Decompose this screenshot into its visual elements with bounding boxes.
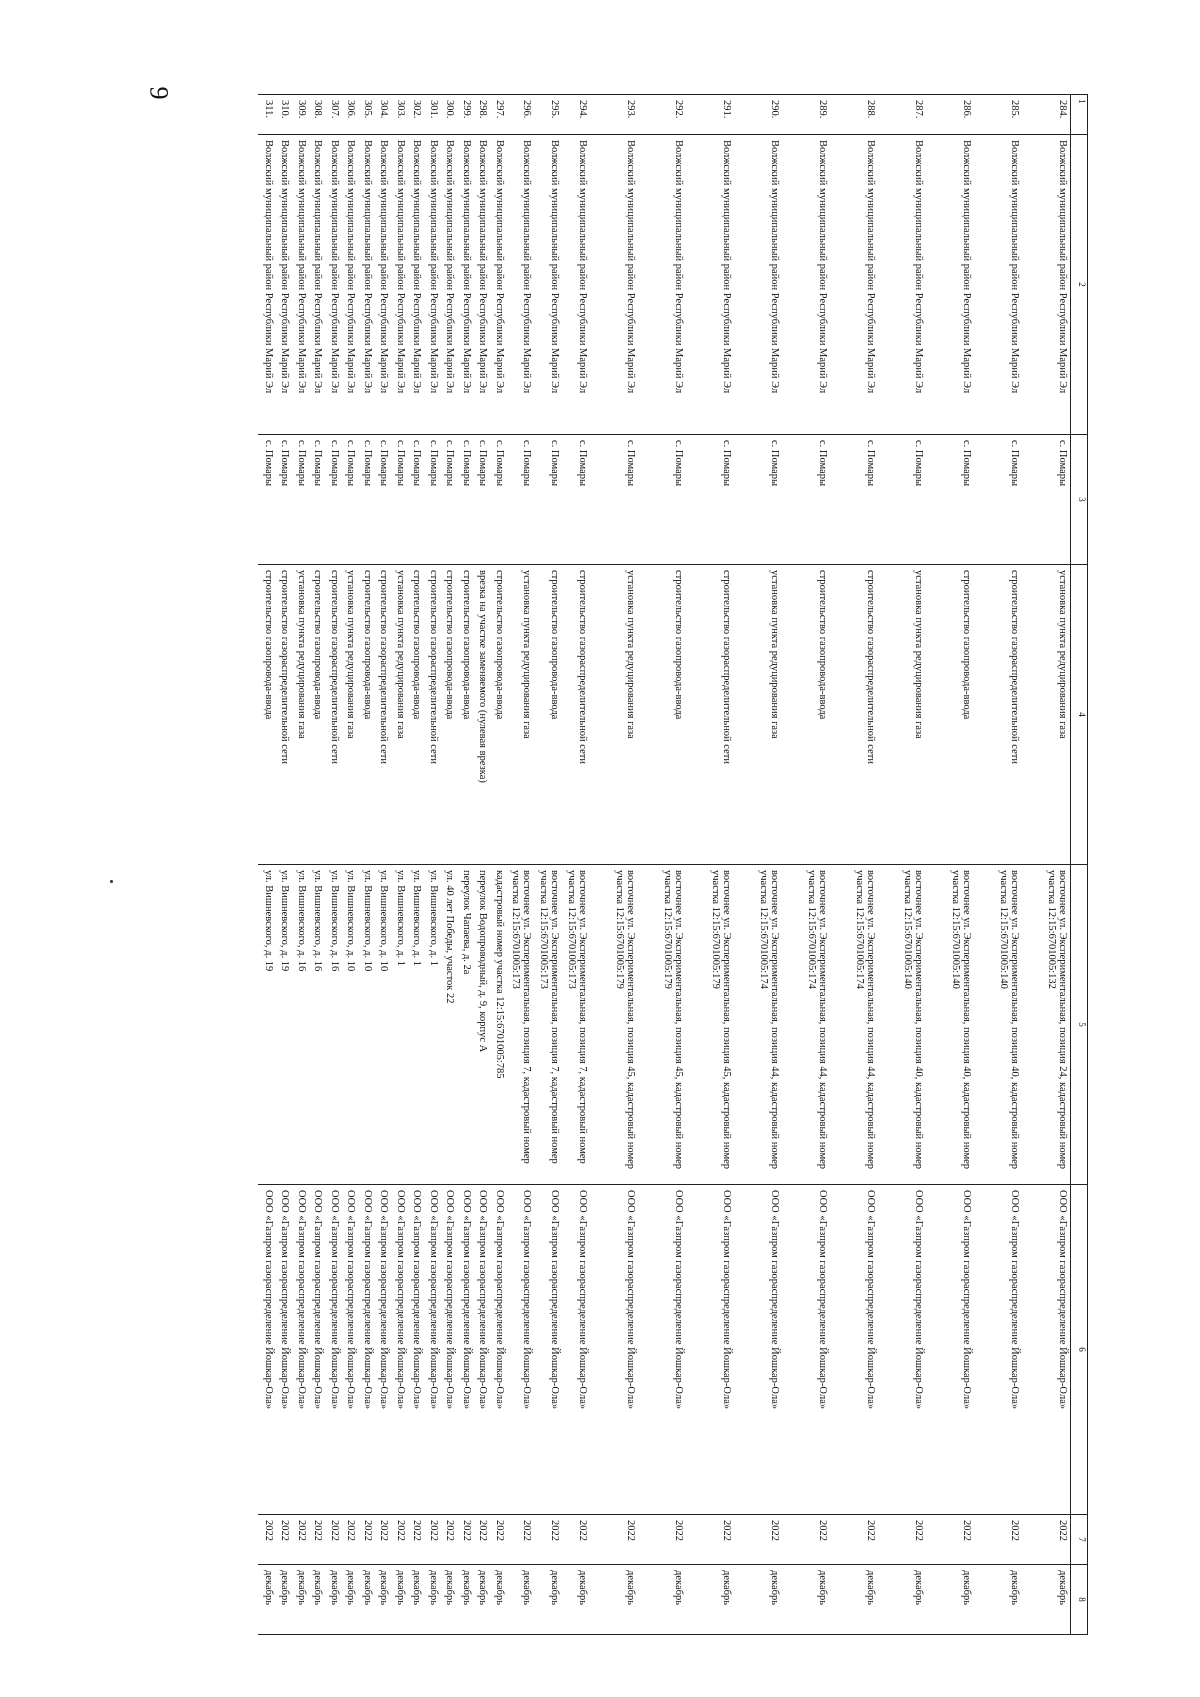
row-number: 311. <box>259 95 276 135</box>
organization-cell: ООО «Газпром газораспределение Йошкар-Ола» <box>490 1185 507 1515</box>
year-cell: 2022 <box>562 1515 590 1565</box>
district-cell: Волжский муниципальный район Республики Марий Эл <box>341 135 358 435</box>
district-cell: Волжский муниципальный район Республики Марий Эл <box>878 135 926 435</box>
table-row <box>734 95 782 1635</box>
district-cell: Волжский муниципальный район Республики Марий Эл <box>590 135 638 435</box>
month-cell: декабрь <box>341 1565 358 1635</box>
organization-cell: ООО «Газпром газораспределение Йошкар-Ола» <box>374 1185 391 1515</box>
organization-cell: ООО «Газпром газораспределение Йошкар-Ола» <box>457 1185 474 1515</box>
organization-cell: ООО «Газпром газораспределение Йошкар-Ола» <box>926 1185 974 1515</box>
work-type-cell: строительство газопровода-ввода <box>638 565 686 865</box>
row-number: 300. <box>440 95 457 135</box>
row-number: 305. <box>358 95 375 135</box>
organization-cell: ООО «Газпром газораспределение Йошкар-Ола» <box>974 1185 1022 1515</box>
work-type-cell: строительство газопровода-ввода <box>259 565 276 865</box>
district-cell: Волжский муниципальный район Республики Марий Эл <box>391 135 408 435</box>
district-cell: Волжский муниципальный район Республики Марий Эл <box>686 135 734 435</box>
district-cell: Волжский муниципальный район Республики Марий Эл <box>374 135 391 435</box>
year-cell: 2022 <box>440 1515 457 1565</box>
address-cell: восточнее ул. Экспериментальная, позиция 24, кадастровый номер участка 12:15:6701005:132 <box>1022 865 1071 1185</box>
organization-cell: ООО «Газпром газораспределение Йошкар-Ола» <box>638 1185 686 1515</box>
district-cell: Волжский муниципальный район Республики Марий Эл <box>457 135 474 435</box>
work-type-cell: установка пункта редуцирования газа <box>590 565 638 865</box>
row-number: 284. <box>1022 95 1071 135</box>
work-type-cell: строительство газопровода-ввода <box>308 565 325 865</box>
settlement-cell: с. Помары <box>534 435 562 565</box>
table-row <box>308 95 325 1635</box>
month-cell: декабрь <box>490 1565 507 1635</box>
settlement-cell: с. Помары <box>473 435 490 565</box>
table-row <box>391 95 408 1635</box>
month-cell: декабрь <box>473 1565 490 1635</box>
month-cell: декабрь <box>974 1565 1022 1635</box>
row-number: 298. <box>473 95 490 135</box>
row-number: 306. <box>341 95 358 135</box>
month-cell: декабрь <box>374 1565 391 1635</box>
organization-cell: ООО «Газпром газораспределение Йошкар-Ола» <box>358 1185 375 1515</box>
year-cell: 2022 <box>292 1515 309 1565</box>
work-type-cell: строительство газораспределительной сети <box>686 565 734 865</box>
district-cell: Волжский муниципальный район Республики Марий Эл <box>782 135 830 435</box>
month-cell: декабрь <box>590 1565 638 1635</box>
district-cell: Волжский муниципальный район Республики Марий Эл <box>506 135 534 435</box>
work-type-cell: установка пункта редуцирования газа <box>734 565 782 865</box>
organization-cell: ООО «Газпром газораспределение Йошкар-Ола» <box>325 1185 342 1515</box>
address-cell: ул. Вишневского, д. 16 <box>325 865 342 1185</box>
work-type-cell: строительство газораспределительной сети <box>562 565 590 865</box>
table-row <box>358 95 375 1635</box>
table-body <box>259 95 1071 1635</box>
address-cell: ул. Вишневского, д. 1 <box>407 865 424 1185</box>
month-cell: декабрь <box>325 1565 342 1635</box>
district-cell: Волжский муниципальный район Республики Марий Эл <box>259 135 276 435</box>
column-header: 1 <box>1071 95 1088 135</box>
table-row <box>878 95 926 1635</box>
month-cell: декабрь <box>424 1565 441 1635</box>
district-cell: Волжский муниципальный район Республики Марий Эл <box>407 135 424 435</box>
address-cell: восточнее ул. Экспериментальная, позиция 40, кадастровый номер участка 12:15:6701005:140 <box>878 865 926 1185</box>
month-cell: декабрь <box>506 1565 534 1635</box>
settlement-cell: с. Помары <box>782 435 830 565</box>
year-cell: 2022 <box>490 1515 507 1565</box>
organization-cell: ООО «Газпром газораспределение Йошкар-Ола» <box>830 1185 878 1515</box>
settlement-cell: с. Помары <box>374 435 391 565</box>
year-cell: 2022 <box>638 1515 686 1565</box>
year-cell: 2022 <box>391 1515 408 1565</box>
settlement-cell: с. Помары <box>562 435 590 565</box>
organization-cell: ООО «Газпром газораспределение Йошкар-Ола» <box>275 1185 292 1515</box>
year-cell: 2022 <box>926 1515 974 1565</box>
year-cell: 2022 <box>734 1515 782 1565</box>
column-header: 5 <box>1071 865 1088 1185</box>
row-number: 289. <box>782 95 830 135</box>
works-table <box>259 94 1089 1635</box>
table-row <box>440 95 457 1635</box>
settlement-cell: с. Помары <box>686 435 734 565</box>
column-header: 6 <box>1071 1185 1088 1515</box>
row-number: 294. <box>562 95 590 135</box>
settlement-cell: с. Помары <box>1022 435 1071 565</box>
table-row <box>457 95 474 1635</box>
address-cell: ул. 40 лет Победы, участок 22 <box>440 865 457 1185</box>
settlement-cell: с. Помары <box>457 435 474 565</box>
work-type-cell: установка пункта редуцирования газа <box>878 565 926 865</box>
organization-cell: ООО «Газпром газораспределение Йошкар-Ола» <box>473 1185 490 1515</box>
table-row <box>374 95 391 1635</box>
district-cell: Волжский муниципальный район Республики Марий Эл <box>534 135 562 435</box>
month-cell: декабрь <box>782 1565 830 1635</box>
year-cell: 2022 <box>358 1515 375 1565</box>
settlement-cell: с. Помары <box>878 435 926 565</box>
address-cell: ул. Вишневского, д. 10 <box>341 865 358 1185</box>
row-number: 287. <box>878 95 926 135</box>
table-row <box>473 95 490 1635</box>
month-cell: декабрь <box>534 1565 562 1635</box>
year-cell: 2022 <box>590 1515 638 1565</box>
address-cell: восточнее ул. Экспериментальная, позиция 40, кадастровый номер участка 12:15:6701005:140 <box>974 865 1022 1185</box>
row-number: 304. <box>374 95 391 135</box>
settlement-cell: с. Помары <box>275 435 292 565</box>
organization-cell: ООО «Газпром газораспределение Йошкар-Ола» <box>308 1185 325 1515</box>
work-type-cell: строительство газораспределительной сети <box>275 565 292 865</box>
row-number: 286. <box>926 95 974 135</box>
work-type-cell: врезка на участке заменяемого (нулевая врезка) <box>473 565 490 865</box>
month-cell: декабрь <box>878 1565 926 1635</box>
organization-cell: ООО «Газпром газораспределение Йошкар-Ола» <box>391 1185 408 1515</box>
month-cell: декабрь <box>562 1565 590 1635</box>
settlement-cell: с. Помары <box>325 435 342 565</box>
address-cell: восточнее ул. Экспериментальная, позиция 7, кадастровый номер участка 12:15:6701005:173 <box>534 865 562 1185</box>
column-number-row <box>1071 95 1088 1635</box>
year-cell: 2022 <box>782 1515 830 1565</box>
table-row <box>926 95 974 1635</box>
column-header: 2 <box>1071 135 1088 435</box>
work-type-cell: строительство газораспределительной сети <box>374 565 391 865</box>
settlement-cell: с. Помары <box>974 435 1022 565</box>
row-number: 290. <box>734 95 782 135</box>
address-cell: восточнее ул. Экспериментальная, позиция 7, кадастровый номер участка 12:15:6701005:173 <box>506 865 534 1185</box>
table-row <box>424 95 441 1635</box>
row-number: 291. <box>686 95 734 135</box>
address-cell: ул. Вишневского, д. 10 <box>358 865 375 1185</box>
organization-cell: ООО «Газпром газораспределение Йошкар-Ола» <box>341 1185 358 1515</box>
month-cell: декабрь <box>259 1565 276 1635</box>
district-cell: Волжский муниципальный район Республики Марий Эл <box>325 135 342 435</box>
address-cell: восточнее ул. Экспериментальная, позиция 44, кадастровый номер участка 12:15:6701005:174 <box>734 865 782 1185</box>
row-number: 307. <box>325 95 342 135</box>
row-number: 310. <box>275 95 292 135</box>
row-number: 296. <box>506 95 534 135</box>
address-cell: ул. Вишневского, д. 1 <box>424 865 441 1185</box>
month-cell: декабрь <box>391 1565 408 1635</box>
row-number: 301. <box>424 95 441 135</box>
month-cell: декабрь <box>275 1565 292 1635</box>
month-cell: декабрь <box>734 1565 782 1635</box>
settlement-cell: с. Помары <box>734 435 782 565</box>
table-row <box>341 95 358 1635</box>
address-cell: восточнее ул. Экспериментальная, позиция 7, кадастровый номер участка 12:15:6701005:173 <box>562 865 590 1185</box>
settlement-cell: с. Помары <box>259 435 276 565</box>
settlement-cell: с. Помары <box>590 435 638 565</box>
work-type-cell: строительство газопровода-ввода <box>440 565 457 865</box>
organization-cell: ООО «Газпром газораспределение Йошкар-Ола» <box>878 1185 926 1515</box>
settlement-cell: с. Помары <box>424 435 441 565</box>
district-cell: Волжский муниципальный район Республики Марий Эл <box>424 135 441 435</box>
year-cell: 2022 <box>457 1515 474 1565</box>
district-cell: Волжский муниципальный район Республики Марий Эл <box>490 135 507 435</box>
year-cell: 2022 <box>1022 1515 1071 1565</box>
month-cell: декабрь <box>308 1565 325 1635</box>
work-type-cell: строительство газораспределительной сети <box>830 565 878 865</box>
organization-cell: ООО «Газпром газораспределение Йошкар-Ола» <box>562 1185 590 1515</box>
row-number: 303. <box>391 95 408 135</box>
work-type-cell: строительство газораспределительной сети <box>974 565 1022 865</box>
settlement-cell: с. Помары <box>926 435 974 565</box>
district-cell: Волжский муниципальный район Республики Марий Эл <box>275 135 292 435</box>
organization-cell: ООО «Газпром газораспределение Йошкар-Ола» <box>590 1185 638 1515</box>
district-cell: Волжский муниципальный район Республики Марий Эл <box>830 135 878 435</box>
district-cell: Волжский муниципальный район Республики Марий Эл <box>1022 135 1071 435</box>
address-cell: восточнее ул. Экспериментальная, позиция 44, кадастровый номер участка 12:15:6701005:174 <box>782 865 830 1185</box>
row-number: 292. <box>638 95 686 135</box>
work-type-cell: строительство газораспределительной сети <box>325 565 342 865</box>
work-type-cell: установка пункта редуцирования газа <box>391 565 408 865</box>
column-header: 3 <box>1071 435 1088 565</box>
table-row <box>275 95 292 1635</box>
table-row <box>562 95 590 1635</box>
settlement-cell: с. Помары <box>391 435 408 565</box>
work-type-cell: строительство газопровода-ввода <box>407 565 424 865</box>
address-cell: восточнее ул. Экспериментальная, позиция 40, кадастровый номер участка 12:15:6701005:140 <box>926 865 974 1185</box>
address-cell: ул. Вишневского, д. 16 <box>308 865 325 1185</box>
table-row <box>638 95 686 1635</box>
organization-cell: ООО «Газпром газораспределение Йошкар-Ола» <box>1022 1185 1071 1515</box>
address-cell: восточнее ул. Экспериментальная, позиция 45, кадастровый номер участка 12:15:6701005:179 <box>590 865 638 1185</box>
table-row <box>686 95 734 1635</box>
row-number: 293. <box>590 95 638 135</box>
address-cell: кадастровый номер участка 12:15:6701005:785 <box>490 865 507 1185</box>
organization-cell: ООО «Газпром газораспределение Йошкар-Ола» <box>259 1185 276 1515</box>
row-number: 308. <box>308 95 325 135</box>
address-cell: восточнее ул. Экспериментальная, позиция 45, кадастровый номер участка 12:15:6701005:179 <box>686 865 734 1185</box>
settlement-cell: с. Помары <box>506 435 534 565</box>
district-cell: Волжский муниципальный район Республики Марий Эл <box>308 135 325 435</box>
address-cell: восточнее ул. Экспериментальная, позиция 44, кадастровый номер участка 12:15:6701005:174 <box>830 865 878 1185</box>
settlement-cell: с. Помары <box>341 435 358 565</box>
row-number: 302. <box>407 95 424 135</box>
work-type-cell: установка пункта редуцирования газа <box>341 565 358 865</box>
organization-cell: ООО «Газпром газораспределение Йошкар-Ола» <box>424 1185 441 1515</box>
table-row <box>292 95 309 1635</box>
year-cell: 2022 <box>407 1515 424 1565</box>
year-cell: 2022 <box>424 1515 441 1565</box>
month-cell: декабрь <box>407 1565 424 1635</box>
table-row <box>1022 95 1071 1635</box>
work-type-cell: строительство газопровода-ввода <box>457 565 474 865</box>
address-cell: ул. Вишневского, д. 19 <box>275 865 292 1185</box>
table-row <box>259 95 276 1635</box>
district-cell: Волжский муниципальный район Республики Марий Эл <box>638 135 686 435</box>
table-row <box>325 95 342 1635</box>
address-cell: восточнее ул. Экспериментальная, позиция 45, кадастровый номер участка 12:15:6701005:179 <box>638 865 686 1185</box>
work-type-cell: установка пункта редуцирования газа <box>292 565 309 865</box>
work-type-cell: строительство газопровода-ввода <box>490 565 507 865</box>
year-cell: 2022 <box>259 1515 276 1565</box>
table-row <box>830 95 878 1635</box>
work-type-cell: строительство газопровода-ввода <box>782 565 830 865</box>
year-cell: 2022 <box>506 1515 534 1565</box>
organization-cell: ООО «Газпром газораспределение Йошкар-Ола» <box>534 1185 562 1515</box>
table-row <box>490 95 507 1635</box>
work-type-cell: установка пункта редуцирования газа <box>1022 565 1071 865</box>
organization-cell: ООО «Газпром газораспределение Йошкар-Ола» <box>506 1185 534 1515</box>
year-cell: 2022 <box>275 1515 292 1565</box>
settlement-cell: с. Помары <box>638 435 686 565</box>
year-cell: 2022 <box>325 1515 342 1565</box>
column-header: 8 <box>1071 1565 1088 1635</box>
settlement-cell: с. Помары <box>830 435 878 565</box>
address-cell: ул. Вишневского, д. 10 <box>374 865 391 1185</box>
row-number: 285. <box>974 95 1022 135</box>
year-cell: 2022 <box>830 1515 878 1565</box>
table-row <box>534 95 562 1635</box>
organization-cell: ООО «Газпром газораспределение Йошкар-Ола» <box>782 1185 830 1515</box>
row-number: 297. <box>490 95 507 135</box>
work-type-cell: установка пункта редуцирования газа <box>506 565 534 865</box>
settlement-cell: с. Помары <box>440 435 457 565</box>
year-cell: 2022 <box>878 1515 926 1565</box>
settlement-cell: с. Помары <box>490 435 507 565</box>
month-cell: декабрь <box>830 1565 878 1635</box>
year-cell: 2022 <box>473 1515 490 1565</box>
district-cell: Волжский муниципальный район Республики Марий Эл <box>358 135 375 435</box>
column-header: 7 <box>1071 1515 1088 1565</box>
year-cell: 2022 <box>534 1515 562 1565</box>
month-cell: декабрь <box>292 1565 309 1635</box>
year-cell: 2022 <box>341 1515 358 1565</box>
scan-dot <box>110 880 113 883</box>
month-cell: декабрь <box>1022 1565 1071 1635</box>
table-row <box>506 95 534 1635</box>
year-cell: 2022 <box>974 1515 1022 1565</box>
district-cell: Волжский муниципальный район Республики Марий Эл <box>562 135 590 435</box>
district-cell: Волжский муниципальный район Республики Марий Эл <box>440 135 457 435</box>
district-cell: Волжский муниципальный район Республики Марий Эл <box>926 135 974 435</box>
row-number: 299. <box>457 95 474 135</box>
settlement-cell: с. Помары <box>407 435 424 565</box>
organization-cell: ООО «Газпром газораспределение Йошкар-Ола» <box>292 1185 309 1515</box>
address-cell: переулок Водопроводный, д. 9, корпус А <box>473 865 490 1185</box>
month-cell: декабрь <box>686 1565 734 1635</box>
settlement-cell: с. Помары <box>292 435 309 565</box>
row-number: 288. <box>830 95 878 135</box>
month-cell: декабрь <box>926 1565 974 1635</box>
work-type-cell: строительство газопровода-ввода <box>926 565 974 865</box>
table-row <box>407 95 424 1635</box>
organization-cell: ООО «Газпром газораспределение Йошкар-Ола» <box>734 1185 782 1515</box>
address-cell: переулок Чапаева, д. 2а <box>457 865 474 1185</box>
table-row <box>782 95 830 1635</box>
rotated-table-wrapper <box>200 94 1088 1634</box>
settlement-cell: с. Помары <box>358 435 375 565</box>
year-cell: 2022 <box>686 1515 734 1565</box>
work-type-cell: строительство газопровода-ввода <box>358 565 375 865</box>
district-cell: Волжский муниципальный район Республики Марий Эл <box>473 135 490 435</box>
work-type-cell: строительство газораспределительной сети <box>424 565 441 865</box>
month-cell: декабрь <box>358 1565 375 1635</box>
district-cell: Волжский муниципальный район Республики Марий Эл <box>292 135 309 435</box>
organization-cell: ООО «Газпром газораспределение Йошкар-Ола» <box>407 1185 424 1515</box>
month-cell: декабрь <box>638 1565 686 1635</box>
address-cell: ул. Вишневского, д. 16 <box>292 865 309 1185</box>
year-cell: 2022 <box>308 1515 325 1565</box>
district-cell: Волжский муниципальный район Республики Марий Эл <box>734 135 782 435</box>
work-type-cell: строительство газопровода-ввода <box>534 565 562 865</box>
row-number: 309. <box>292 95 309 135</box>
page-number: 9 <box>144 86 174 100</box>
organization-cell: ООО «Газпром газораспределение Йошкар-Ола» <box>686 1185 734 1515</box>
table-row <box>590 95 638 1635</box>
organization-cell: ООО «Газпром газораспределение Йошкар-Ола» <box>440 1185 457 1515</box>
settlement-cell: с. Помары <box>308 435 325 565</box>
month-cell: декабрь <box>440 1565 457 1635</box>
address-cell: ул. Вишневского, д. 19 <box>259 865 276 1185</box>
month-cell: декабрь <box>457 1565 474 1635</box>
row-number: 295. <box>534 95 562 135</box>
column-header: 4 <box>1071 565 1088 865</box>
address-cell: ул. Вишневского, д. 1 <box>391 865 408 1185</box>
district-cell: Волжский муниципальный район Республики Марий Эл <box>974 135 1022 435</box>
year-cell: 2022 <box>374 1515 391 1565</box>
table-row <box>974 95 1022 1635</box>
